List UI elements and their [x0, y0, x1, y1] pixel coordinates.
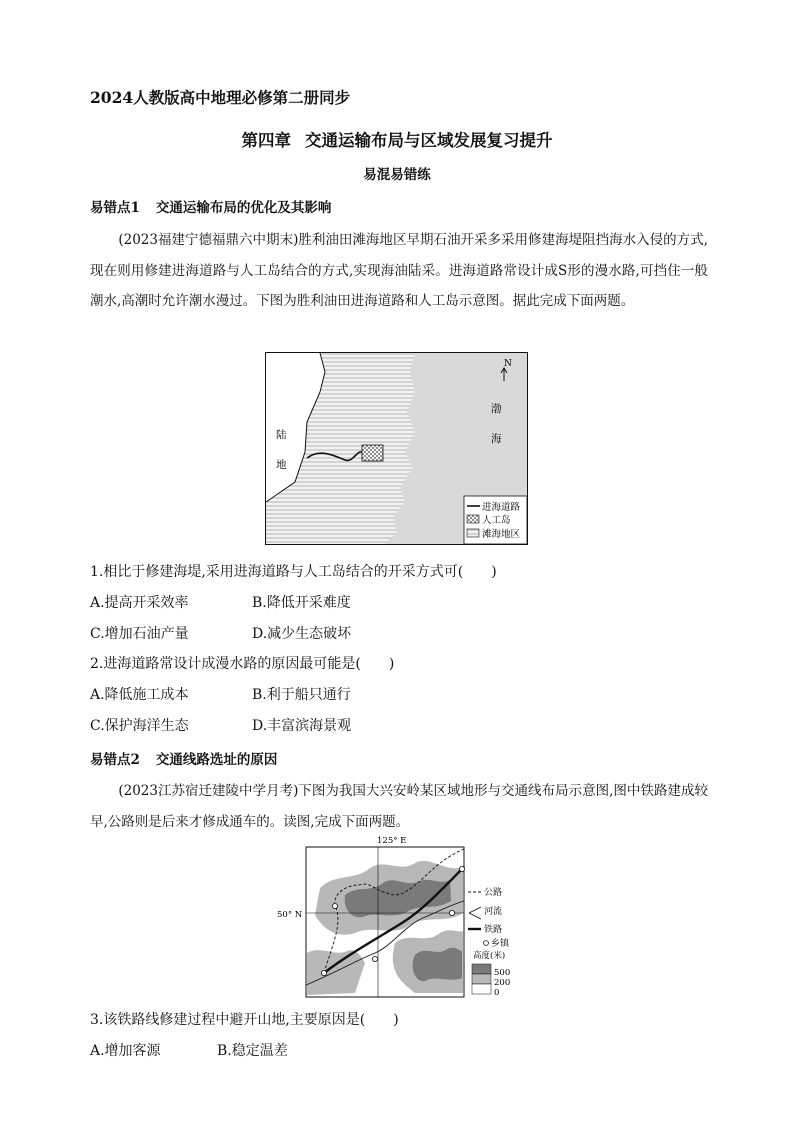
q2-option-c[interactable]: C.保护海洋生态 — [90, 718, 189, 734]
legend-height-high — [472, 964, 491, 974]
town-marker — [372, 956, 377, 961]
q1-option-b[interactable]: B.降低开采难度 — [252, 595, 351, 611]
legend-shoal-label: 滩海地区 — [482, 529, 521, 540]
town-marker — [449, 910, 454, 915]
q3-option-b[interactable]: B.稳定温差 — [217, 1043, 288, 1059]
question-1: 1.相比于修建海堤,采用进海道路与人工岛结合的开采方式可( ) — [90, 564, 497, 580]
legend-height-200: 200 — [494, 978, 511, 988]
error-point-title: 交通线路选址的原因 — [155, 752, 278, 768]
legend-height-0: 0 — [494, 988, 500, 998]
legend-island-swatch — [467, 515, 479, 523]
legend-height-mid — [472, 974, 491, 984]
latitude-label: 50° N — [277, 910, 303, 920]
legend-railway-label: 铁路 — [484, 925, 503, 935]
legend-height-title: 高度(米) — [473, 951, 506, 961]
passage-2: (2023江苏宿迁建陵中学月考)下图为我国大兴安岭某区域地形与交通线布局示意图,图中铁路建成较早,公路则是后来才修成通车的。读图,完成下面两题。 — [90, 783, 708, 830]
sea-label-1: 渤 — [491, 403, 502, 415]
land-label-1: 陆 — [276, 429, 287, 441]
q2-option-b[interactable]: B.利于船只通行 — [252, 687, 351, 703]
legend-town-label: 乡镇 — [491, 939, 510, 949]
legend-island-label: 人工岛 — [482, 515, 511, 526]
town-marker — [321, 970, 326, 975]
legend-height-500: 500 — [494, 968, 511, 978]
legend-town-icon — [484, 941, 489, 946]
section-title: 易混易错练 — [363, 167, 431, 183]
q2-option-a[interactable]: A.降低施工成本 — [90, 687, 189, 703]
question-3: 3.该铁路线修建过程中避开山地,主要原因是( ) — [90, 1012, 399, 1028]
land-label-2: 地 — [276, 459, 287, 471]
error-point-2 — [90, 748, 277, 768]
chapter-heading — [0, 127, 794, 151]
legend-road-label: 进海道路 — [482, 502, 521, 513]
longitude-label: 125° E — [377, 836, 407, 846]
q1-option-c[interactable]: C.增加石油产量 — [90, 626, 189, 642]
q2-option-d[interactable]: D.丰富滨海景观 — [252, 718, 352, 734]
q1-option-d[interactable]: D.减少生态破坏 — [252, 626, 352, 642]
passage-1: (2023福建宁德福鼎六中期末)胜利油田滩海地区早期石油开采多采用修建海堤阻挡海水入侵的方式,现在则用修建进海道路与人工岛结合的方式,实现海油陆采。进海道路常设计成S形的漫水路,可挡住一般潮水,高潮时允许潮水漫过。下图为胜利油田进海道路和人工岛示意图。据此完成下面两题。 — [90, 232, 708, 309]
legend-river-icon — [469, 907, 481, 919]
chapter-number: 第四章 — [241, 131, 291, 150]
question-2: 2.进海道路常设计成漫水路的原因最可能是( ) — [90, 656, 395, 672]
error-point-label: 易错点1 — [90, 200, 140, 216]
oilfield-map — [265, 352, 528, 545]
terrain-transport-map — [275, 833, 525, 999]
error-point-title: 交通运输布局的优化及其影响 — [155, 200, 332, 216]
terrain-mid-southwest — [307, 950, 365, 995]
legend-river-label: 河流 — [484, 907, 503, 917]
legend-highway-label: 公路 — [484, 888, 503, 898]
artificial-island — [362, 445, 383, 461]
north-label: N — [504, 359, 512, 369]
series-title: 2024人教版高中地理必修第二册同步 — [90, 88, 351, 107]
error-point-label: 易错点2 — [90, 752, 140, 768]
terrain-high-south — [413, 948, 462, 982]
error-point-1 — [90, 196, 331, 216]
town-marker — [332, 903, 337, 908]
legend-shoal-swatch — [467, 529, 479, 537]
sea-label-2: 海 — [491, 433, 502, 445]
q3-option-a[interactable]: A.增加客源 — [90, 1043, 161, 1059]
legend-height-low — [472, 984, 491, 994]
town-marker — [459, 866, 464, 871]
chapter-title: 交通运输布局与区域发展复习提升 — [305, 131, 553, 150]
q1-option-a[interactable]: A.提高开采效率 — [90, 595, 189, 611]
